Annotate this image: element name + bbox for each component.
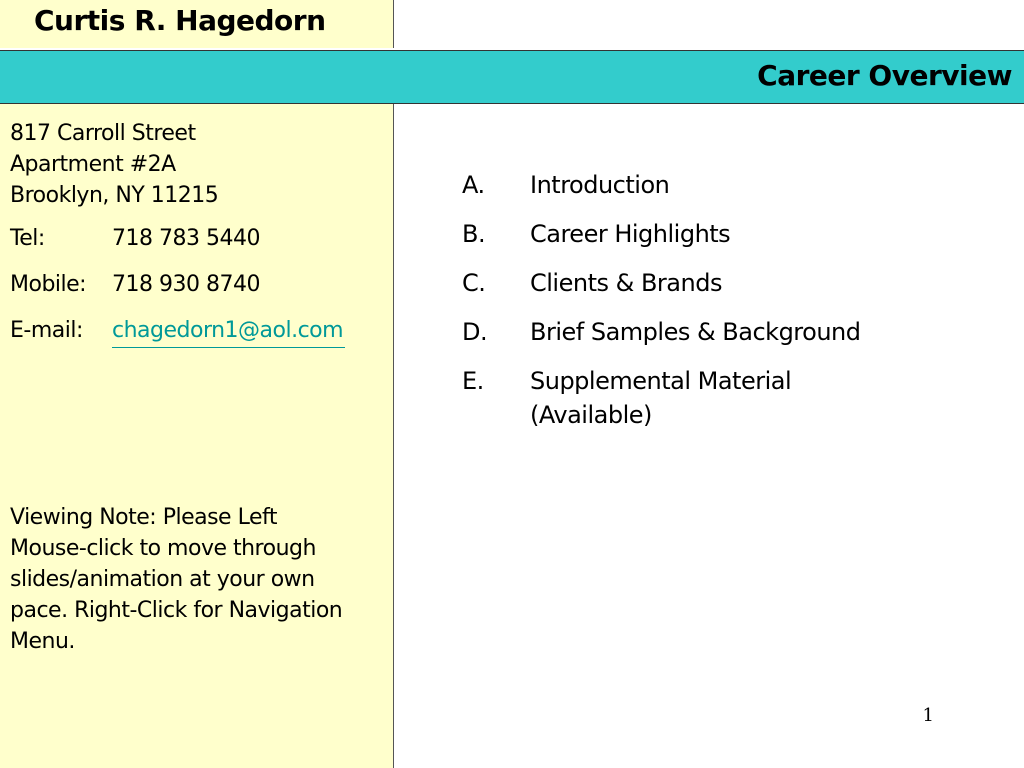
outline-letter: E. bbox=[462, 367, 484, 395]
slide-title: Career Overview bbox=[757, 59, 1012, 92]
outline-list bbox=[462, 168, 930, 447]
tel-label: Tel: bbox=[10, 226, 45, 251]
header-bar bbox=[0, 50, 1024, 104]
outline-item[interactable] bbox=[462, 315, 930, 349]
page-number: 1 bbox=[922, 705, 934, 726]
address-line: Brooklyn, NY 11215 bbox=[10, 183, 219, 208]
outline-label: Clients & Brands bbox=[530, 269, 722, 297]
address-line: Apartment #2A bbox=[10, 152, 176, 177]
viewing-note: Viewing Note: Please Left Mouse-click to move through slides/animation at your own pace. Right-Click for Navigation Menu. bbox=[10, 505, 343, 654]
outline-item[interactable] bbox=[462, 168, 930, 202]
contact-sidebar bbox=[0, 104, 394, 768]
outline-item[interactable] bbox=[462, 217, 930, 251]
outline-label: Supplemental Material (Available) bbox=[530, 367, 792, 429]
outline-label: Introduction bbox=[530, 171, 670, 199]
mobile-value: 718 930 8740 bbox=[112, 272, 260, 297]
tel-value: 718 783 5440 bbox=[112, 226, 260, 251]
email-label: E-mail: bbox=[10, 318, 83, 343]
outline-letter: A. bbox=[462, 171, 485, 199]
outline-letter: C. bbox=[462, 269, 486, 297]
outline-label: Brief Samples & Background bbox=[530, 318, 861, 346]
presenter-name: Curtis R. Hagedorn bbox=[34, 4, 326, 37]
outline-item[interactable] bbox=[462, 364, 930, 432]
name-box bbox=[0, 0, 394, 48]
email-link[interactable]: chagedorn1@aol.com bbox=[112, 318, 345, 348]
outline-label: Career Highlights bbox=[530, 220, 731, 248]
address-block bbox=[10, 118, 218, 211]
outline-letter: B. bbox=[462, 220, 486, 248]
outline-item[interactable] bbox=[462, 266, 930, 300]
address-line: 817 Carroll Street bbox=[10, 121, 196, 146]
outline-letter: D. bbox=[462, 318, 488, 346]
mobile-label: Mobile: bbox=[10, 272, 87, 297]
